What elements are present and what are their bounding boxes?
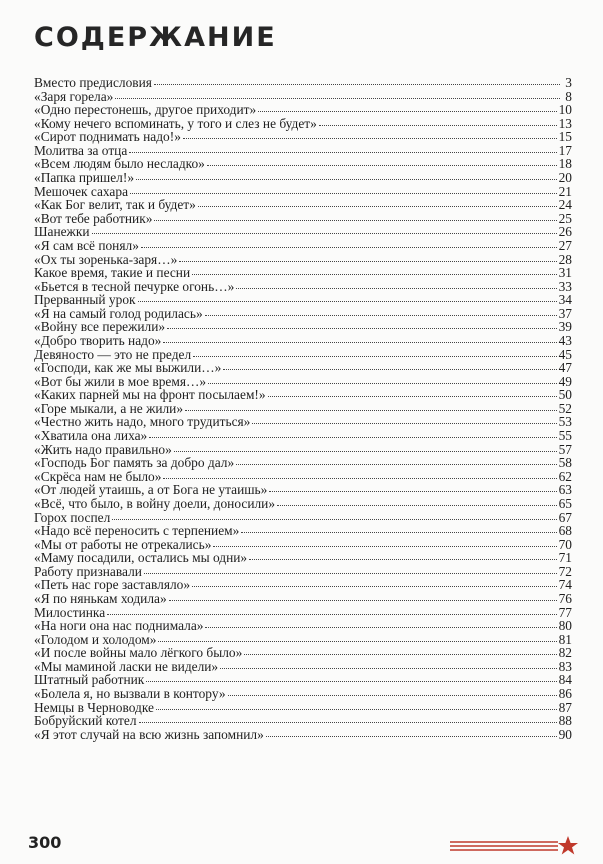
toc-entry-title: «Горе мыкали, а не жили» bbox=[34, 400, 184, 416]
toc-entry bbox=[34, 728, 572, 742]
dot-leader bbox=[146, 681, 556, 682]
toc-entry bbox=[34, 415, 572, 429]
dot-leader bbox=[141, 247, 557, 248]
toc-entry-page: 68 bbox=[558, 523, 572, 539]
toc-entry-page: 65 bbox=[558, 495, 572, 511]
toc-entry bbox=[34, 578, 572, 592]
toc-entry-title: «Всем людям было несладко» bbox=[34, 156, 205, 172]
dot-leader bbox=[144, 573, 557, 574]
toc-entry bbox=[34, 334, 572, 348]
toc-entry bbox=[34, 483, 572, 497]
table-of-contents bbox=[34, 76, 572, 741]
toc-entry-page: 21 bbox=[558, 183, 572, 199]
toc-entry bbox=[34, 103, 572, 117]
toc-entry-page: 55 bbox=[558, 428, 572, 444]
toc-entry-title: «Одно перестонешь, другое приходит» bbox=[34, 102, 257, 118]
toc-entry-title: «Болела я, но вызвали в контору» bbox=[34, 686, 226, 702]
dot-leader bbox=[138, 301, 557, 302]
toc-entry-page: 17 bbox=[558, 142, 572, 158]
toc-entry-title: «Мы маминой ласки не видели» bbox=[34, 658, 219, 674]
toc-entry-page: 37 bbox=[558, 305, 572, 321]
dot-leader bbox=[163, 478, 556, 479]
toc-entry bbox=[34, 673, 572, 687]
toc-entry-title: Мешочек сахара bbox=[34, 183, 129, 199]
dot-leader bbox=[185, 410, 557, 411]
toc-entry-page: 18 bbox=[558, 156, 572, 172]
toc-entry-page: 63 bbox=[558, 482, 572, 498]
toc-entry-page: 62 bbox=[558, 468, 572, 484]
dot-leader bbox=[136, 179, 557, 180]
toc-entry bbox=[34, 633, 572, 647]
toc-entry-title: «Господи, как же мы выжили…» bbox=[34, 360, 222, 376]
dot-leader bbox=[236, 288, 556, 289]
toc-entry bbox=[34, 239, 572, 253]
toc-entry-title: «Петь нас горе заставляло» bbox=[34, 577, 191, 593]
toc-entry bbox=[34, 388, 572, 402]
toc-entry-title: Молитва за отца bbox=[34, 142, 128, 158]
dot-leader bbox=[205, 315, 557, 316]
toc-entry-title: «Ох ты зоренька-заря…» bbox=[34, 251, 178, 267]
toc-entry bbox=[34, 646, 572, 660]
toc-entry bbox=[34, 497, 572, 511]
toc-entry-page: 45 bbox=[558, 346, 572, 362]
toc-entry bbox=[34, 619, 572, 633]
toc-entry bbox=[34, 130, 572, 144]
toc-entry-title: «Надо всё переносить с терпением» bbox=[34, 523, 240, 539]
toc-entry-title: «Я этот случай на всю жизнь запомнил» bbox=[34, 726, 264, 742]
toc-entry bbox=[34, 253, 572, 267]
toc-entry-page: 33 bbox=[558, 278, 572, 294]
dot-leader bbox=[154, 220, 556, 221]
toc-entry-page: 90 bbox=[558, 726, 572, 742]
toc-entry bbox=[34, 171, 572, 185]
toc-entry bbox=[34, 212, 572, 226]
toc-entry-title: «Хватила она лиха» bbox=[34, 428, 148, 444]
toc-entry-page: 28 bbox=[558, 251, 572, 267]
toc-entry bbox=[34, 511, 572, 525]
toc-entry-title: Шанежки bbox=[34, 224, 90, 240]
dot-leader bbox=[154, 84, 560, 85]
page-number: 300 bbox=[28, 833, 62, 852]
toc-entry-title: Немцы в Черноводке bbox=[34, 699, 154, 715]
toc-entry-page: 10 bbox=[558, 102, 572, 118]
toc-entry-title: «Заря горела» bbox=[34, 88, 114, 104]
toc-entry-page: 31 bbox=[558, 265, 572, 281]
toc-entry bbox=[34, 307, 572, 321]
dot-leader bbox=[205, 627, 556, 628]
toc-entry-page: 72 bbox=[558, 563, 572, 579]
dot-leader bbox=[213, 546, 556, 547]
dot-leader bbox=[266, 736, 557, 737]
toc-entry-page: 80 bbox=[558, 618, 572, 634]
toc-entry bbox=[34, 90, 572, 104]
toc-entry bbox=[34, 551, 572, 565]
toc-entry-page: 87 bbox=[558, 699, 572, 715]
toc-entry bbox=[34, 361, 572, 375]
toc-entry bbox=[34, 714, 572, 728]
toc-entry-title: «Каких парней мы на фронт посылаем!» bbox=[34, 387, 266, 403]
toc-entry-page: 81 bbox=[558, 631, 572, 647]
toc-entry bbox=[34, 538, 572, 552]
dot-leader bbox=[112, 519, 556, 520]
toc-entry-title: «Господь Бог память за добро дал» bbox=[34, 455, 235, 471]
dot-leader bbox=[139, 722, 557, 723]
dot-leader bbox=[174, 451, 557, 452]
toc-entry-title: «Папка пришел!» bbox=[34, 170, 135, 186]
toc-entry bbox=[34, 225, 572, 239]
toc-entry-title: «Сирот поднимать надо!» bbox=[34, 129, 181, 145]
toc-entry bbox=[34, 280, 572, 294]
toc-entry bbox=[34, 701, 572, 715]
dot-leader bbox=[223, 369, 556, 370]
toc-entry-title: «Войну все пережили» bbox=[34, 319, 166, 335]
toc-entry bbox=[34, 456, 572, 470]
toc-entry-page: 77 bbox=[558, 604, 572, 620]
dot-leader bbox=[268, 396, 557, 397]
dot-leader bbox=[192, 274, 556, 275]
toc-entry-title: «Вот бы жили в мое время…» bbox=[34, 373, 207, 389]
toc-entry-title: Штатный работник bbox=[34, 672, 145, 688]
dot-leader bbox=[198, 206, 557, 207]
star-icon bbox=[558, 836, 578, 855]
toc-entry bbox=[34, 375, 572, 389]
toc-entry-title: «Я по нянькам ходила» bbox=[34, 590, 167, 606]
toc-entry bbox=[34, 348, 572, 362]
page-title: СОДЕРЖАНИЕ bbox=[34, 22, 277, 53]
toc-entry bbox=[34, 157, 572, 171]
toc-entry-page: 39 bbox=[558, 319, 572, 335]
toc-entry-title: «И после войны мало лёгкого было» bbox=[34, 645, 243, 661]
toc-entry-title: «Я сам всё понял» bbox=[34, 237, 139, 253]
toc-entry-title: «Как Бог велит, так и будет» bbox=[34, 197, 196, 213]
dot-leader bbox=[179, 261, 556, 262]
toc-entry-page: 34 bbox=[558, 292, 572, 308]
dot-leader bbox=[236, 464, 556, 465]
toc-entry-title: «Скрёса нам не было» bbox=[34, 468, 162, 484]
toc-entry bbox=[34, 76, 572, 90]
dot-leader bbox=[115, 98, 560, 99]
toc-entry-page: 24 bbox=[558, 197, 572, 213]
toc-entry bbox=[34, 660, 572, 674]
toc-entry-page: 70 bbox=[558, 536, 572, 552]
toc-entry-page: 3 bbox=[565, 75, 572, 90]
toc-entry bbox=[34, 524, 572, 538]
toc-entry-page: 82 bbox=[558, 645, 572, 661]
dot-leader bbox=[149, 437, 556, 438]
dot-leader bbox=[207, 165, 557, 166]
toc-entry bbox=[34, 606, 572, 620]
toc-entry-title: «Бьется в тесной печурке огонь…» bbox=[34, 278, 235, 294]
toc-entry-title: «Мы от работы не отрекались» bbox=[34, 536, 212, 552]
dot-leader bbox=[158, 641, 556, 642]
toc-entry-title: «Добро творить надо» bbox=[34, 332, 162, 348]
toc-entry bbox=[34, 429, 572, 443]
toc-entry-title: «Всё, что было, в войну доели, доносили» bbox=[34, 495, 276, 511]
toc-entry-title: «Кому нечего вспоминать, у того и слез не будет» bbox=[34, 115, 317, 131]
toc-entry-page: 84 bbox=[558, 672, 572, 688]
toc-entry-page: 27 bbox=[558, 237, 572, 253]
ornament bbox=[450, 832, 580, 862]
toc-entry bbox=[34, 592, 572, 606]
toc-entry-title: Милостинка bbox=[34, 604, 106, 620]
dot-leader bbox=[192, 586, 557, 587]
toc-entry-page: 52 bbox=[558, 400, 572, 416]
toc-entry bbox=[34, 470, 572, 484]
toc-entry-page: 86 bbox=[558, 686, 572, 702]
toc-entry bbox=[34, 402, 572, 416]
dot-leader bbox=[107, 614, 556, 615]
toc-entry-page: 50 bbox=[558, 387, 572, 403]
toc-entry-title: «Голодом и холодом» bbox=[34, 631, 157, 647]
toc-entry-title: Девяносто — это не предел bbox=[34, 346, 192, 362]
toc-entry-page: 76 bbox=[558, 590, 572, 606]
dot-leader bbox=[269, 491, 556, 492]
toc-entry bbox=[34, 144, 572, 158]
toc-entry-title: «Честно жить надо, много трудиться» bbox=[34, 414, 251, 430]
toc-entry-page: 53 bbox=[558, 414, 572, 430]
toc-entry bbox=[34, 687, 572, 701]
toc-entry-page: 8 bbox=[565, 88, 572, 104]
toc-entry-title: Бобруйский котел bbox=[34, 713, 137, 729]
dot-leader bbox=[169, 600, 557, 601]
dot-leader bbox=[163, 342, 556, 343]
toc-entry-title: Прерванный урок bbox=[34, 292, 136, 308]
toc-entry-title: Работу признавали bbox=[34, 563, 142, 579]
toc-entry-page: 43 bbox=[558, 332, 572, 348]
toc-entry-page: 20 bbox=[558, 170, 572, 186]
toc-entry bbox=[34, 117, 572, 131]
toc-entry-page: 47 bbox=[558, 360, 572, 376]
toc-entry bbox=[34, 293, 572, 307]
toc-entry bbox=[34, 185, 572, 199]
dot-leader bbox=[183, 138, 557, 139]
dot-leader bbox=[228, 695, 557, 696]
dot-leader bbox=[252, 423, 556, 424]
dot-leader bbox=[208, 383, 557, 384]
toc-entry-page: 71 bbox=[558, 550, 572, 566]
toc-entry-page: 26 bbox=[558, 224, 572, 240]
dot-leader bbox=[156, 709, 557, 710]
toc-entry-page: 15 bbox=[558, 129, 572, 145]
toc-entry-page: 25 bbox=[558, 210, 572, 226]
toc-entry-page: 13 bbox=[558, 115, 572, 131]
toc-entry-page: 83 bbox=[558, 658, 572, 674]
toc-entry-title: «От людей утаишь, а от Бога не утаишь» bbox=[34, 482, 268, 498]
toc-entry bbox=[34, 320, 572, 334]
toc-entry-title: «Жить надо правильно» bbox=[34, 441, 172, 457]
toc-entry bbox=[34, 443, 572, 457]
dot-leader bbox=[277, 505, 557, 506]
toc-entry-title: Какое время, такие и песни bbox=[34, 265, 191, 281]
dot-leader bbox=[129, 152, 556, 153]
toc-entry-page: 49 bbox=[558, 373, 572, 389]
dot-leader bbox=[220, 668, 556, 669]
toc-entry-page: 74 bbox=[558, 577, 572, 593]
dot-leader bbox=[319, 125, 557, 126]
toc-entry-title: «На ноги она нас поднимала» bbox=[34, 618, 204, 634]
dot-leader bbox=[241, 532, 556, 533]
dot-leader bbox=[258, 111, 556, 112]
toc-entry-title: «Я на самый голод родилась» bbox=[34, 305, 203, 321]
toc-entry-page: 67 bbox=[558, 509, 572, 525]
toc-entry-title: «Маму посадили, остались мы одни» bbox=[34, 550, 248, 566]
dot-leader bbox=[244, 654, 556, 655]
toc-entry-title: Горох поспел bbox=[34, 509, 111, 525]
dot-leader bbox=[193, 356, 556, 357]
toc-entry bbox=[34, 266, 572, 280]
toc-entry bbox=[34, 565, 572, 579]
dot-leader bbox=[92, 233, 557, 234]
dot-leader bbox=[249, 559, 557, 560]
toc-entry-page: 88 bbox=[558, 713, 572, 729]
toc-entry-title: Вместо предисловия bbox=[34, 75, 152, 90]
toc-entry bbox=[34, 198, 572, 212]
dot-leader bbox=[130, 193, 557, 194]
toc-entry-title: «Вот тебе работник» bbox=[34, 210, 153, 226]
toc-entry-page: 58 bbox=[558, 455, 572, 471]
dot-leader bbox=[167, 328, 557, 329]
toc-entry-page: 57 bbox=[558, 441, 572, 457]
